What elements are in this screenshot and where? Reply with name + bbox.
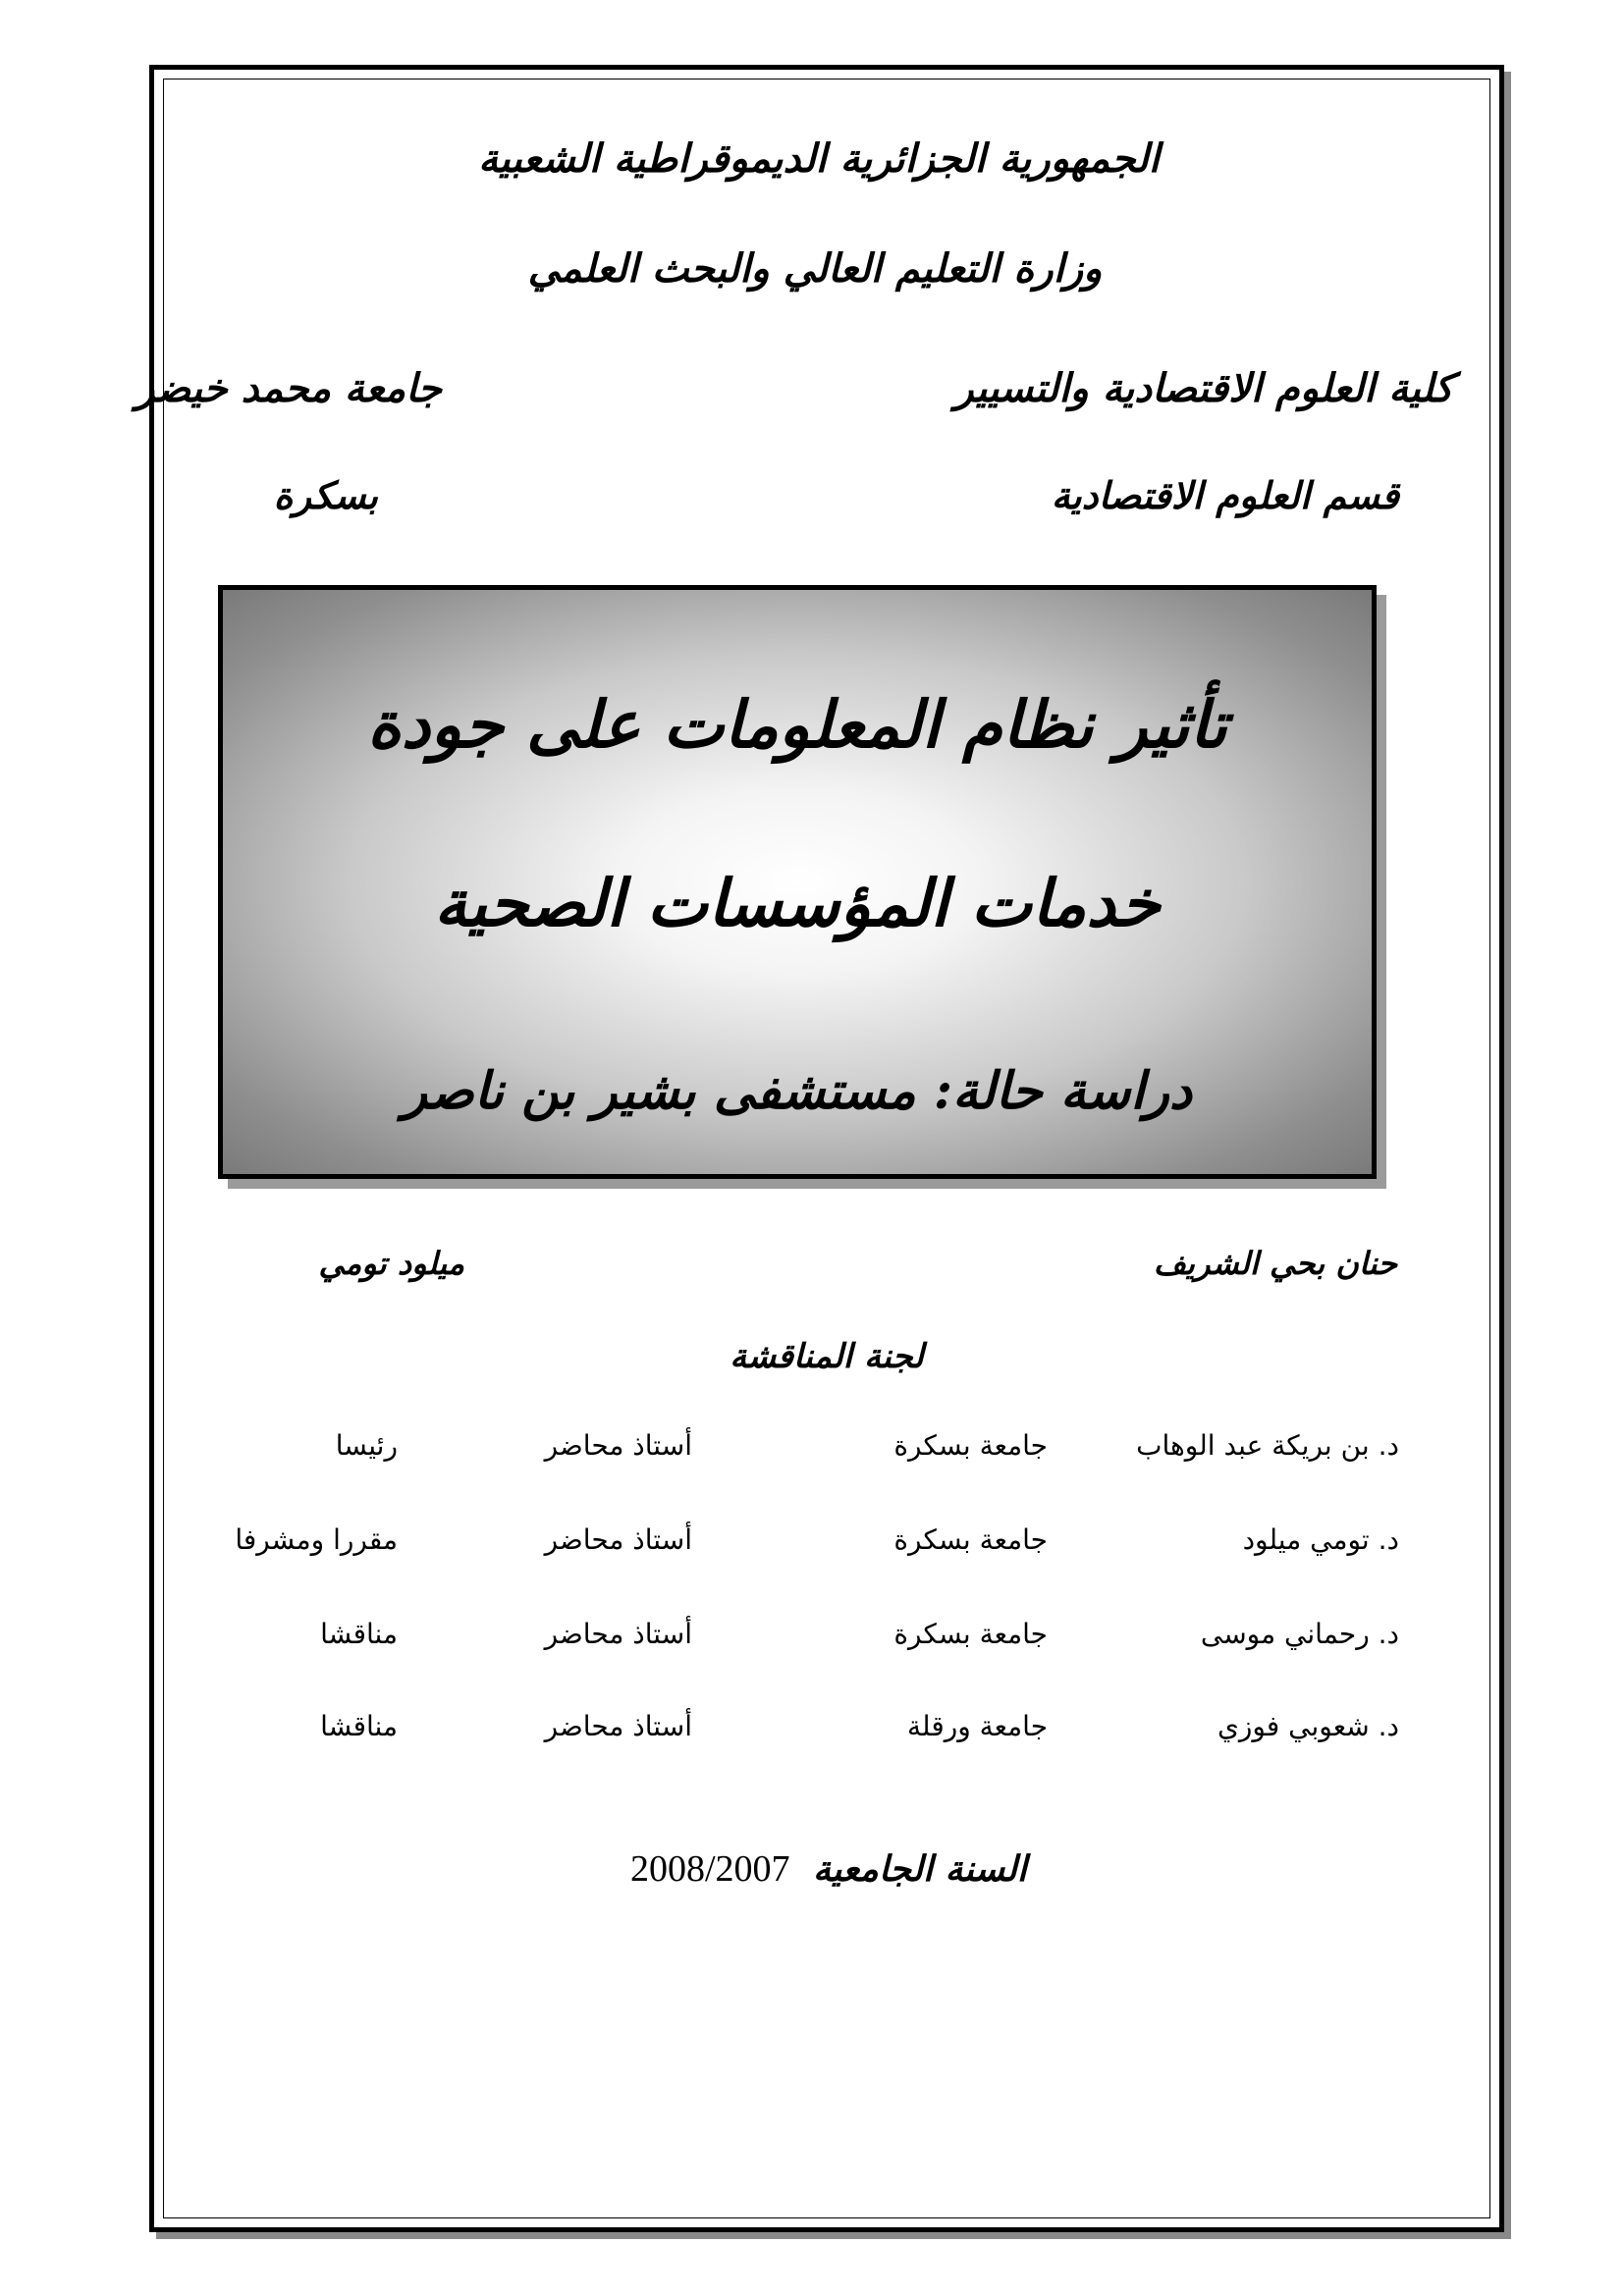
academic-year-value: 2008/2007 bbox=[630, 1848, 790, 1890]
member-name: د. رحماني موسى bbox=[1200, 1618, 1399, 1650]
ministry-heading: وزارة التعليم العالي والبحث العلمي bbox=[527, 245, 1103, 292]
member-name: د. شعوبي فوزي bbox=[1217, 1710, 1399, 1742]
member-university: جامعة ورقلة bbox=[907, 1710, 1048, 1742]
member-university: جامعة بسكرة bbox=[893, 1523, 1048, 1556]
thesis-title-box bbox=[218, 585, 1377, 1179]
member-rank: أستاذ محاضر bbox=[544, 1523, 692, 1556]
member-rank: أستاذ محاضر bbox=[544, 1710, 692, 1742]
academic-year bbox=[630, 1847, 1027, 1891]
faculty-name: كلية العلوم الاقتصادية والتسيير bbox=[954, 365, 1453, 411]
member-name: د. تومي ميلود bbox=[1242, 1523, 1399, 1556]
committee-row bbox=[0, 1523, 1623, 1582]
city-name: بسكرة bbox=[273, 473, 378, 517]
member-name: د. بن بريكة عبد الوهاب bbox=[1136, 1429, 1399, 1462]
student-name: حنان بحي الشريف bbox=[1153, 1245, 1397, 1282]
member-role: رئيسا bbox=[335, 1429, 398, 1462]
case-study-line: دراسة حالة: مستشفى بشير بن ناصر bbox=[402, 1061, 1193, 1121]
member-role: مناقشا bbox=[320, 1710, 398, 1742]
committee-row bbox=[0, 1429, 1623, 1488]
department-name: قسم العلوم الاقتصادية bbox=[1051, 473, 1399, 517]
committee-heading: لجنة المناقشة bbox=[730, 1337, 924, 1376]
thesis-title-line-1: تأثير نظام المعلومات على جودة bbox=[367, 686, 1227, 763]
member-rank: أستاذ محاضر bbox=[544, 1429, 692, 1462]
university-name: جامعة محمد خيضر bbox=[135, 365, 442, 411]
thesis-title-line-2: خدمات المؤسسات الصحية bbox=[434, 865, 1161, 941]
committee-row bbox=[0, 1710, 1623, 1769]
member-role: مناقشا bbox=[320, 1618, 398, 1650]
member-rank: أستاذ محاضر bbox=[544, 1618, 692, 1650]
member-university: جامعة بسكرة bbox=[893, 1618, 1048, 1650]
member-role: مقررا ومشرفا bbox=[235, 1523, 398, 1556]
member-university: جامعة بسكرة bbox=[893, 1429, 1048, 1462]
republic-heading: الجمهورية الجزائرية الديموقراطية الشعبية bbox=[478, 135, 1160, 182]
supervisor-name: ميلود تومي bbox=[318, 1245, 464, 1282]
committee-row bbox=[0, 1618, 1623, 1677]
academic-year-label: السنة الجامعية bbox=[813, 1848, 1027, 1890]
